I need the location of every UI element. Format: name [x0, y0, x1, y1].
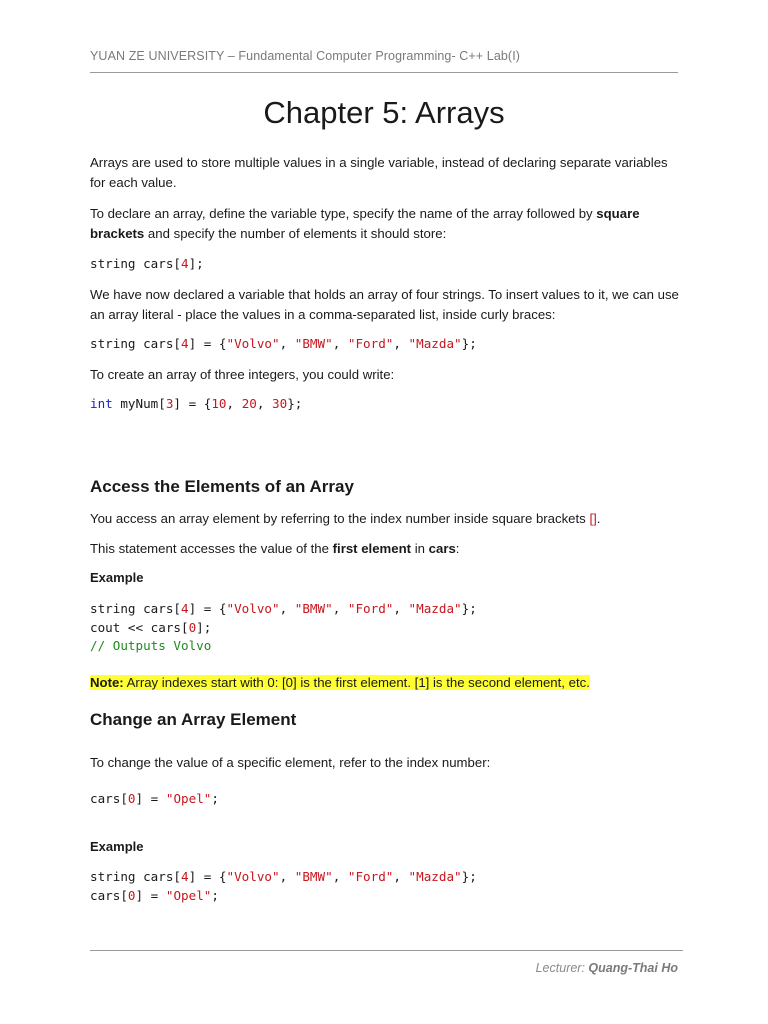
code-token: ];	[196, 619, 212, 635]
code-number: 30	[272, 396, 288, 411]
intro-text-2b: and specify the number of elements it should store:	[144, 226, 447, 241]
code-string: "Mazda"	[408, 336, 462, 351]
note-text: Array indexes start with 0: [0] is the first element. [1] is the second element, etc.	[123, 675, 590, 690]
brackets-glyph: []	[589, 511, 597, 526]
code-change-element	[90, 790, 680, 809]
code-token: ] = {	[188, 601, 227, 616]
code-number: 0	[127, 887, 136, 903]
example-label: Example	[90, 839, 144, 854]
code-number: 0	[127, 791, 136, 806]
code-token: cout << cars[	[90, 619, 189, 635]
change-heading: Change an Array Element	[90, 710, 297, 729]
intro-paragraph-2	[90, 204, 680, 244]
access-paragraph-1	[90, 509, 680, 529]
code-string: "Ford"	[347, 601, 394, 616]
code-token: ,	[393, 601, 409, 616]
code-string: "Opel"	[165, 791, 212, 806]
intro-paragraph-3	[90, 285, 680, 325]
change-section-heading	[90, 710, 680, 730]
code-change-example	[90, 868, 680, 905]
code-line	[90, 619, 680, 638]
code-keyword: int	[90, 396, 113, 411]
code-number: 4	[181, 869, 189, 884]
code-token: string cars[	[90, 336, 181, 351]
chapter-title: Chapter 5: Arrays	[263, 95, 505, 130]
intro-text-3: We have now declared a variable that holds an array of four strings. To insert values to it, we can use an array literal - place the values in a comma-separated list, inside curly braces:	[90, 287, 679, 322]
page-header: YUAN ZE UNIVERSITY – Fundamental Computer Programming- C++ Lab(I)	[90, 49, 521, 63]
footer-divider	[90, 950, 683, 951]
code-token: ;	[211, 887, 219, 903]
code-token: ,	[393, 869, 409, 884]
code-token: string cars[	[90, 601, 181, 616]
note-callout	[90, 673, 680, 693]
code-token: cars[	[90, 887, 128, 903]
code-token: };	[461, 336, 477, 351]
code-number: 0	[188, 619, 197, 635]
intro-text-4: To create an array of three integers, you could write:	[90, 367, 395, 382]
code-token: ,	[332, 601, 348, 616]
code-number: 10	[211, 396, 227, 411]
code-array-literal	[90, 335, 680, 354]
code-string: "BMW"	[294, 601, 333, 616]
code-string: "Volvo"	[226, 869, 280, 884]
code-token: ,	[279, 601, 295, 616]
code-token: myNum[	[112, 396, 166, 411]
change-paragraph-1	[90, 753, 680, 773]
code-token: };	[461, 869, 477, 884]
access-text-1a: You access an array element by referring to the index number inside square brackets	[90, 511, 590, 526]
code-token: ,	[393, 336, 409, 351]
access-section-heading	[90, 477, 680, 497]
code-int-array	[90, 395, 680, 414]
intro-paragraph-4	[90, 365, 680, 385]
footer-label: Lecturer:	[535, 961, 589, 975]
code-token: ,	[279, 336, 295, 351]
intro-paragraph-1	[90, 153, 680, 193]
code-string: "BMW"	[294, 869, 333, 884]
code-line	[90, 600, 680, 619]
code-string: "Volvo"	[226, 336, 280, 351]
access-text-2a: This statement accesses the value of the	[90, 541, 333, 556]
page-footer	[536, 961, 678, 975]
code-string: "Volvo"	[226, 601, 280, 616]
code-string: "Ford"	[347, 869, 394, 884]
cars-bold: cars	[428, 541, 456, 556]
code-string: "Mazda"	[408, 869, 462, 884]
code-string: "Ford"	[347, 336, 394, 351]
code-token: string cars[	[90, 256, 181, 271]
code-token: ;	[211, 791, 219, 806]
change-text-1: To change the value of a specific element, refer to the index number:	[90, 755, 491, 770]
code-token: string cars[	[90, 869, 181, 884]
code-token: ,	[279, 869, 295, 884]
code-token: cars[	[90, 791, 128, 806]
access-example-label	[90, 570, 680, 585]
first-element-bold: first element	[332, 541, 412, 556]
note-bold: Note:	[90, 675, 124, 690]
code-token: ,	[226, 396, 242, 411]
code-token: ] = {	[173, 396, 212, 411]
code-token: ,	[332, 336, 348, 351]
header-divider	[90, 72, 678, 73]
code-token: ] =	[135, 887, 166, 903]
access-text-2b: in	[411, 541, 429, 556]
code-token: ,	[256, 396, 273, 411]
code-number: 20	[241, 396, 257, 411]
code-token: };	[287, 396, 303, 411]
code-string: "BMW"	[294, 336, 333, 351]
square-brackets-bold: square brackets	[90, 206, 640, 241]
code-comment: // Outputs Volvo	[90, 638, 212, 653]
example-label: Example	[90, 570, 144, 585]
lecturer-name: Quang-Thai Ho	[588, 961, 678, 975]
code-string: "Opel"	[165, 887, 212, 903]
code-token: };	[461, 601, 477, 616]
intro-text-1: Arrays are used to store multiple values in a single variable, instead of declaring separate variables for each value.	[90, 155, 668, 190]
code-token: ] = {	[188, 869, 227, 884]
code-token: ] = {	[188, 336, 227, 351]
code-token: ] =	[135, 791, 166, 806]
code-access-example	[90, 600, 680, 656]
access-text-2c: :	[455, 541, 460, 556]
access-heading: Access the Elements of an Array	[90, 477, 354, 496]
code-number: 4	[181, 601, 189, 616]
code-token: ,	[332, 869, 348, 884]
code-token: ];	[188, 256, 204, 271]
code-number: 4	[181, 336, 189, 351]
code-number: 4	[181, 256, 189, 271]
code-number: 3	[165, 396, 174, 411]
access-paragraph-2	[90, 539, 680, 559]
intro-text-2a: To declare an array, define the variable type, specify the name of the array followed by	[90, 206, 597, 221]
code-line	[90, 868, 680, 887]
code-string: "Mazda"	[408, 601, 462, 616]
code-declare-array	[90, 255, 680, 274]
change-example-label	[90, 839, 680, 854]
access-text-1b: .	[596, 511, 601, 526]
code-line	[90, 887, 680, 906]
